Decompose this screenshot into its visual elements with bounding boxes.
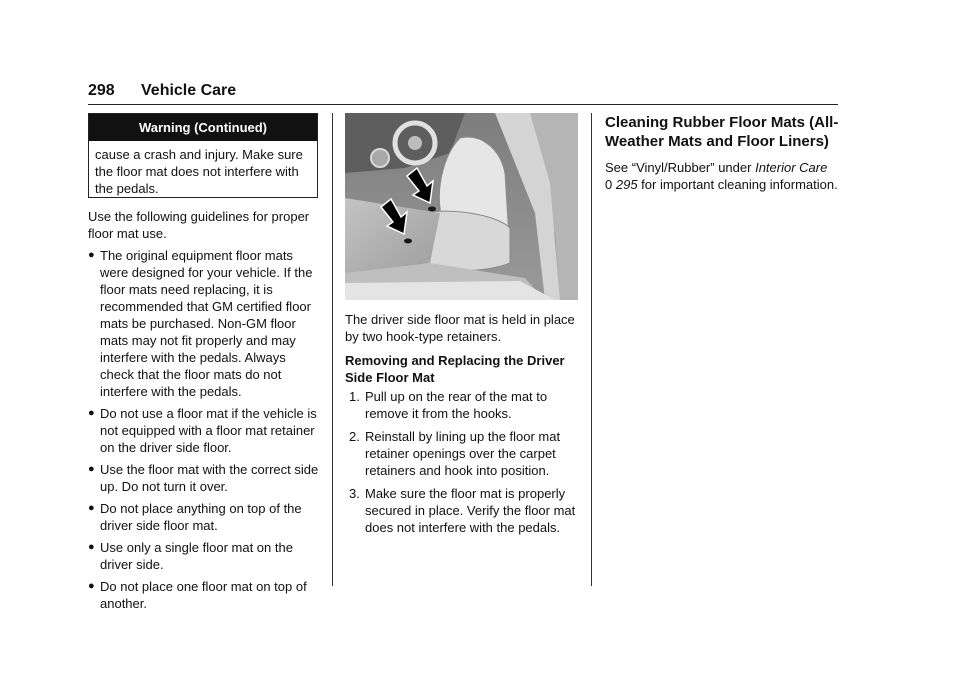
subheading: Removing and Replacing the Driver Side Floor Mat (345, 353, 565, 385)
page-ref-arrow-icon: 0 (605, 177, 613, 192)
column-divider (591, 113, 592, 586)
warning-text: cause a crash and injury. Make sure the floor mat does not interfere with the pedals. (95, 147, 303, 196)
warning-box (88, 113, 318, 198)
list-item: ● Do not place anything on top of the driver side floor mat. (88, 501, 302, 533)
steps-list (345, 388, 581, 536)
section-heading: Cleaning Rubber Floor Mats (All-Weather Mats and Floor Liners) (605, 114, 839, 150)
column-divider (332, 113, 333, 586)
header-rule (88, 104, 838, 105)
interior-care-link[interactable]: Interior Care (755, 160, 828, 175)
figure-caption: The driver side floor mat is held in place by two hook-type retainers. (345, 312, 575, 344)
bullet-icon: ● (88, 580, 95, 592)
left-column (88, 208, 323, 617)
list-item: ● Do not place one floor mat on top of another. (88, 579, 307, 611)
bullet-icon: ● (88, 249, 95, 261)
guideline-list (88, 247, 323, 612)
bullet-icon: ● (88, 502, 95, 514)
page-reference-link[interactable]: 295 (615, 177, 638, 192)
middle-column (345, 311, 581, 542)
page-number: 298 (88, 82, 115, 99)
floor-mat-illustration (345, 113, 578, 300)
section-title: Vehicle Care (141, 82, 237, 99)
bullet-icon: ● (88, 541, 95, 553)
list-item: 2. Reinstall by lining up the floor mat retainer openings over the carpet retainers and hook into position. (349, 429, 561, 478)
page-header (88, 82, 838, 104)
list-item: 3. Make sure the floor mat is properly secured in place. Verify the floor mat does not interfere with the pedals. (349, 486, 576, 535)
warning-title: Warning (Continued) (89, 114, 317, 141)
intro-paragraph: Use the following guidelines for proper floor mat use. (88, 209, 310, 241)
right-column (605, 113, 840, 193)
list-item: 1. Pull up on the rear of the mat to remove it from the hooks. (349, 389, 548, 421)
list-item: ● The original equipment floor mats were designed for your vehicle. If the floor mats need replacing, it is recommended that GM certified floor mats be purchased. Non-GM floor mats may not fit properly and may interfere with the pedals. Always check that the floor mats do not interfere with the pedals. (88, 248, 313, 399)
cross-reference-paragraph: See “Vinyl/Rubber” under Interior Care 0 295 for important cleaning information. (605, 160, 838, 192)
list-item: ● Use only a single floor mat on the driver side. (88, 540, 293, 572)
list-item: ● Do not use a floor mat if the vehicle is not equipped with a floor mat retainer on the driver side floor. (88, 406, 317, 455)
bullet-icon: ● (88, 407, 95, 419)
bullet-icon: ● (88, 463, 95, 475)
list-item: ● Use the floor mat with the correct side up. Do not turn it over. (88, 462, 319, 494)
